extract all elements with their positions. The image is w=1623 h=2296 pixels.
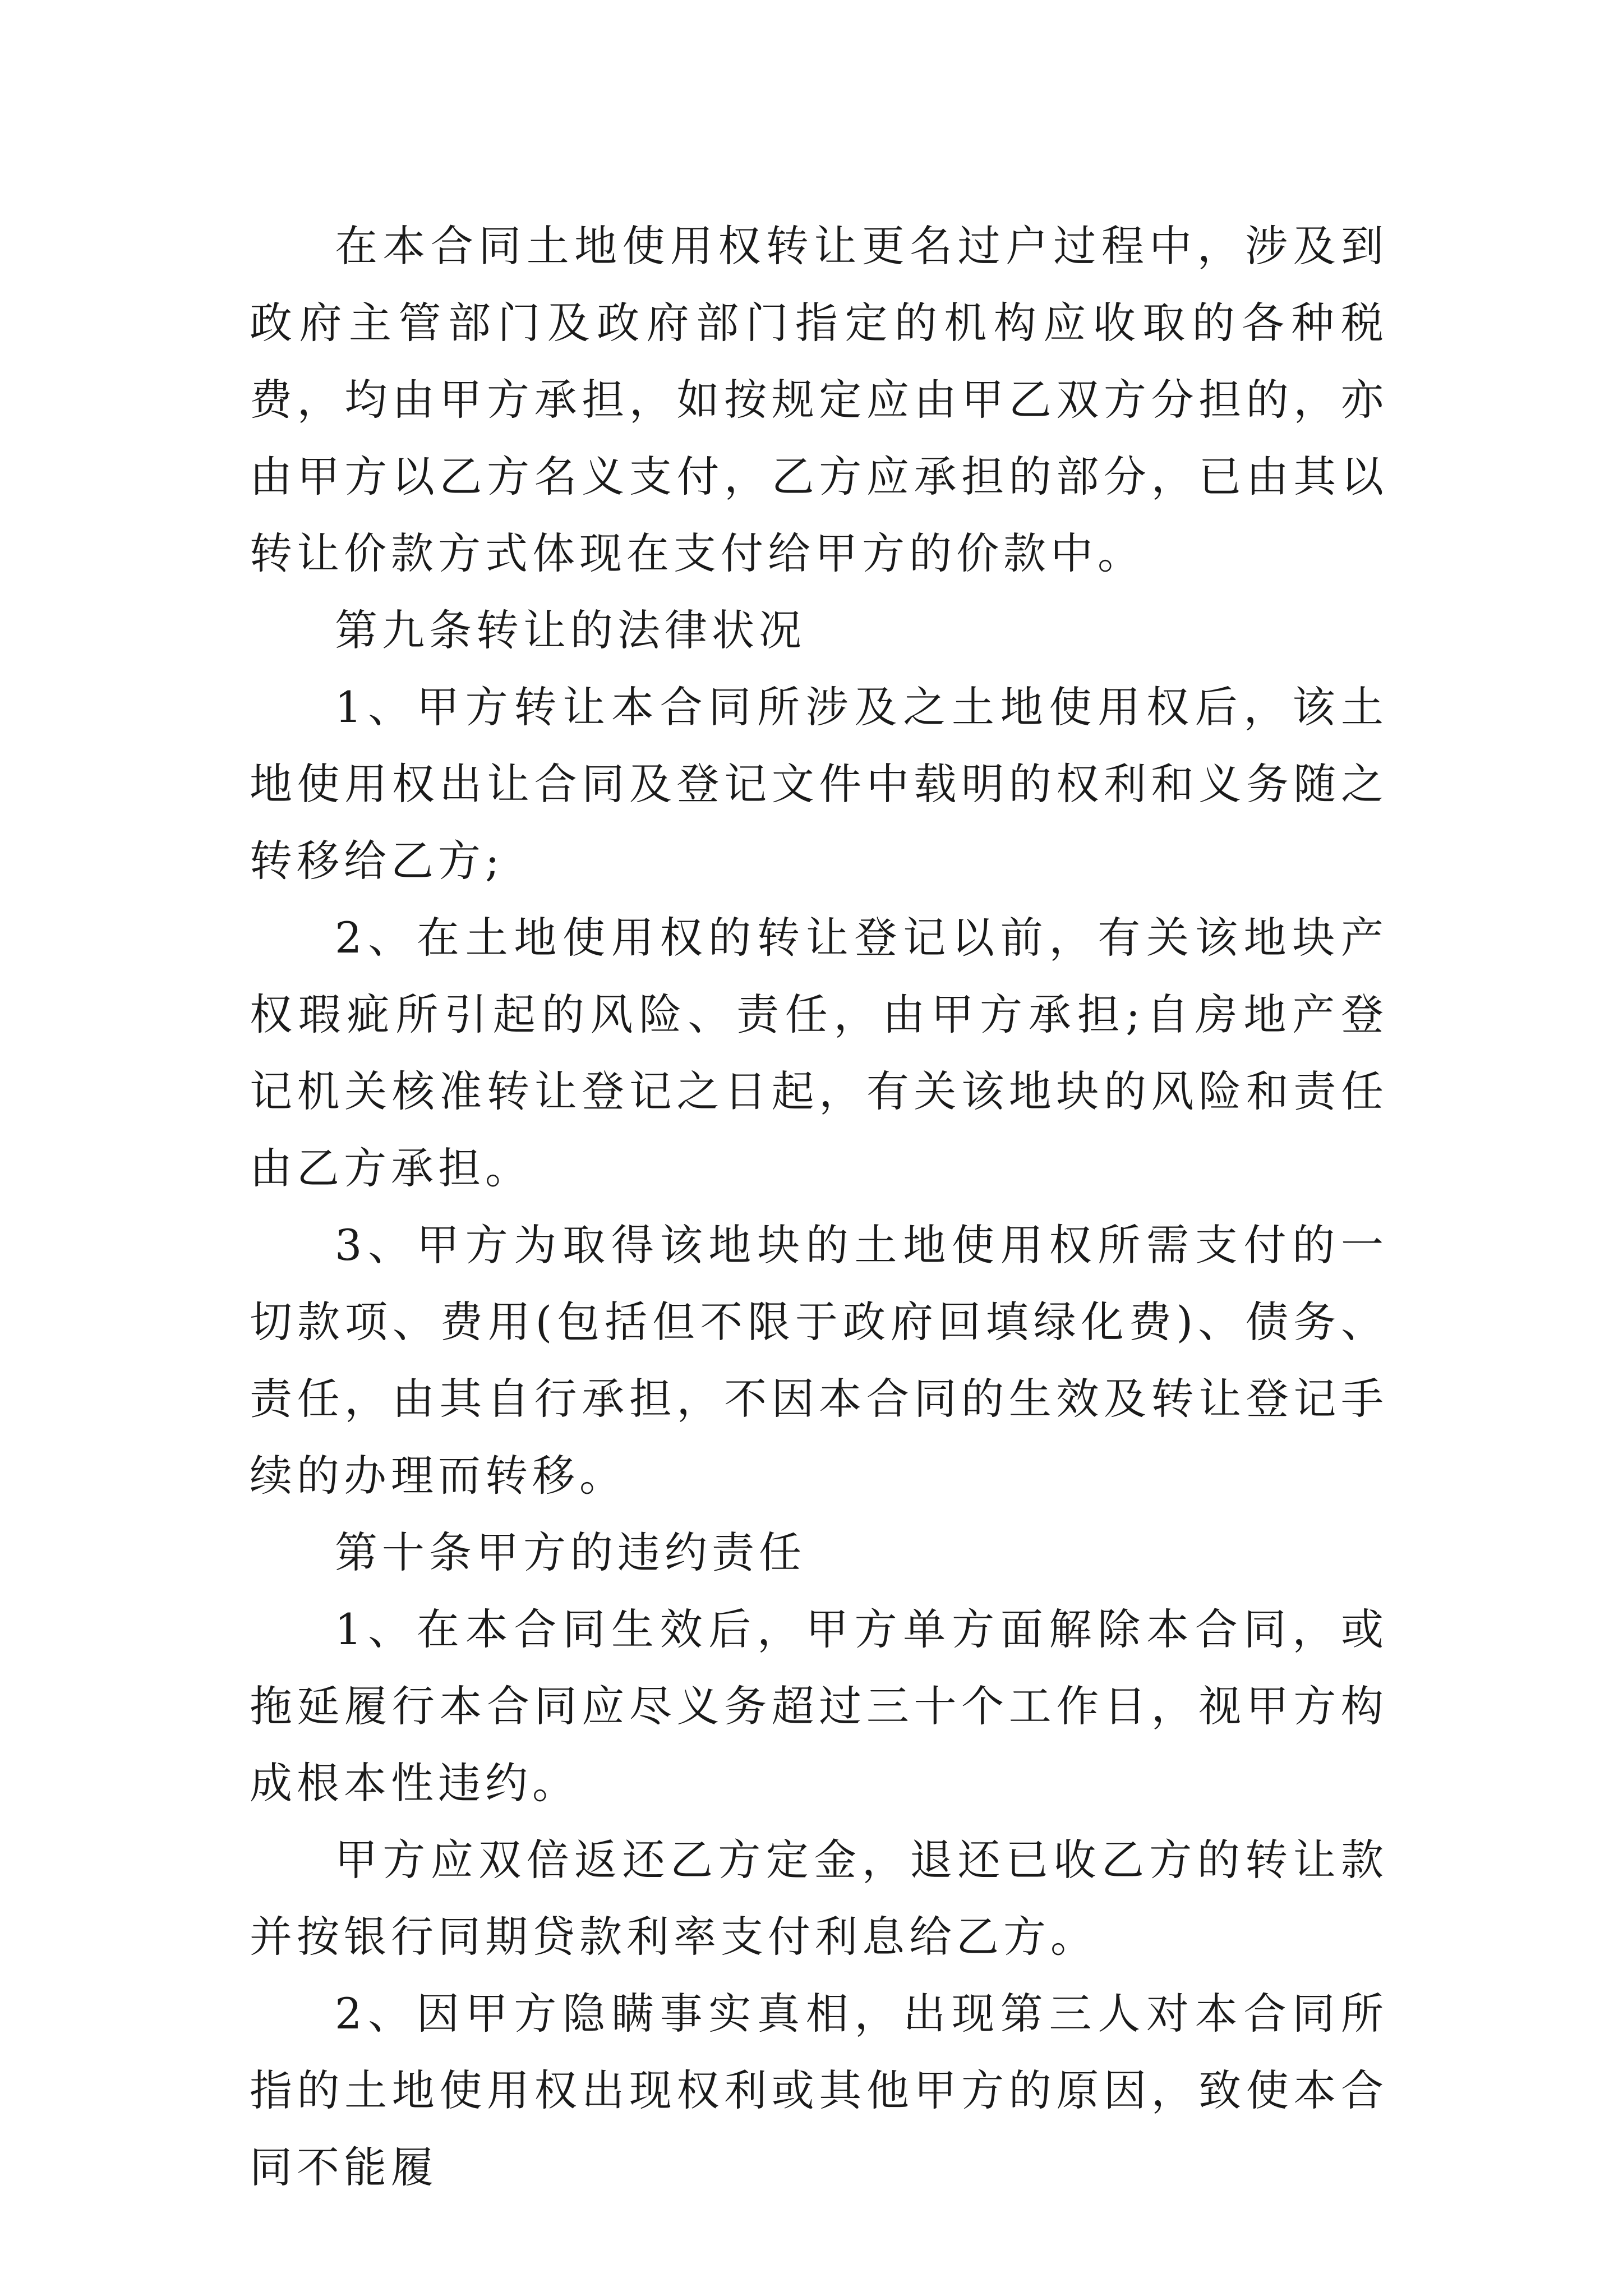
paragraph-article-9-item-1: 1、甲方转让本合同所涉及之土地使用权后，该土地使用权出让合同及登记文件中载明的权利和义务随之转移给乙方;	[250, 682, 1388, 886]
paragraph-tax-fees: 在本合同土地使用权转让更名过户过程中，涉及到政府主管部门及政府部门指定的机构应收取的各种税费，均由甲方承担，如按规定应由甲乙双方分担的，亦由甲方以乙方名义支付，乙方应承担的部分，已由其以转让价款方式体现在支付给甲方的价款中。	[250, 221, 1388, 578]
paragraph-article-9-item-3: 3、甲方为取得该地块的土地使用权所需支付的一切款项、费用(包括但不限于政府回填绿化费)、债务、责任，由其自行承担，不因本合同的生效及转让登记手续的办理而转移。	[250, 1220, 1388, 1501]
paragraph-article-10-refund: 甲方应双倍返还乙方定金，退还已收乙方的转让款并按银行同期贷款利率支付利息给乙方。	[250, 1835, 1388, 1962]
paragraph-article-10-item-2: 2、因甲方隐瞒事实真相，出现第三人对本合同所指的土地使用权出现权利或其他甲方的原因，致使本合同不能履	[250, 1989, 1388, 2192]
document-body	[250, 208, 1388, 2206]
heading-article-9: 第九条转让的法律状况	[335, 605, 806, 655]
paragraph-article-9-item-2: 2、在土地使用权的转让登记以前，有关该地块产权瑕疵所引起的风险、责任，由甲方承担;自房地产登记机关核准转让登记之日起，有关该地块的风险和责任由乙方承担。	[250, 913, 1388, 1193]
heading-article-10: 第十条甲方的违约责任	[335, 1527, 806, 1577]
paragraph-article-10-item-1: 1、在本合同生效后，甲方单方面解除本合同，或拖延履行本合同应尽义务超过三十个工作日，视甲方构成根本性违约。	[250, 1604, 1388, 1808]
